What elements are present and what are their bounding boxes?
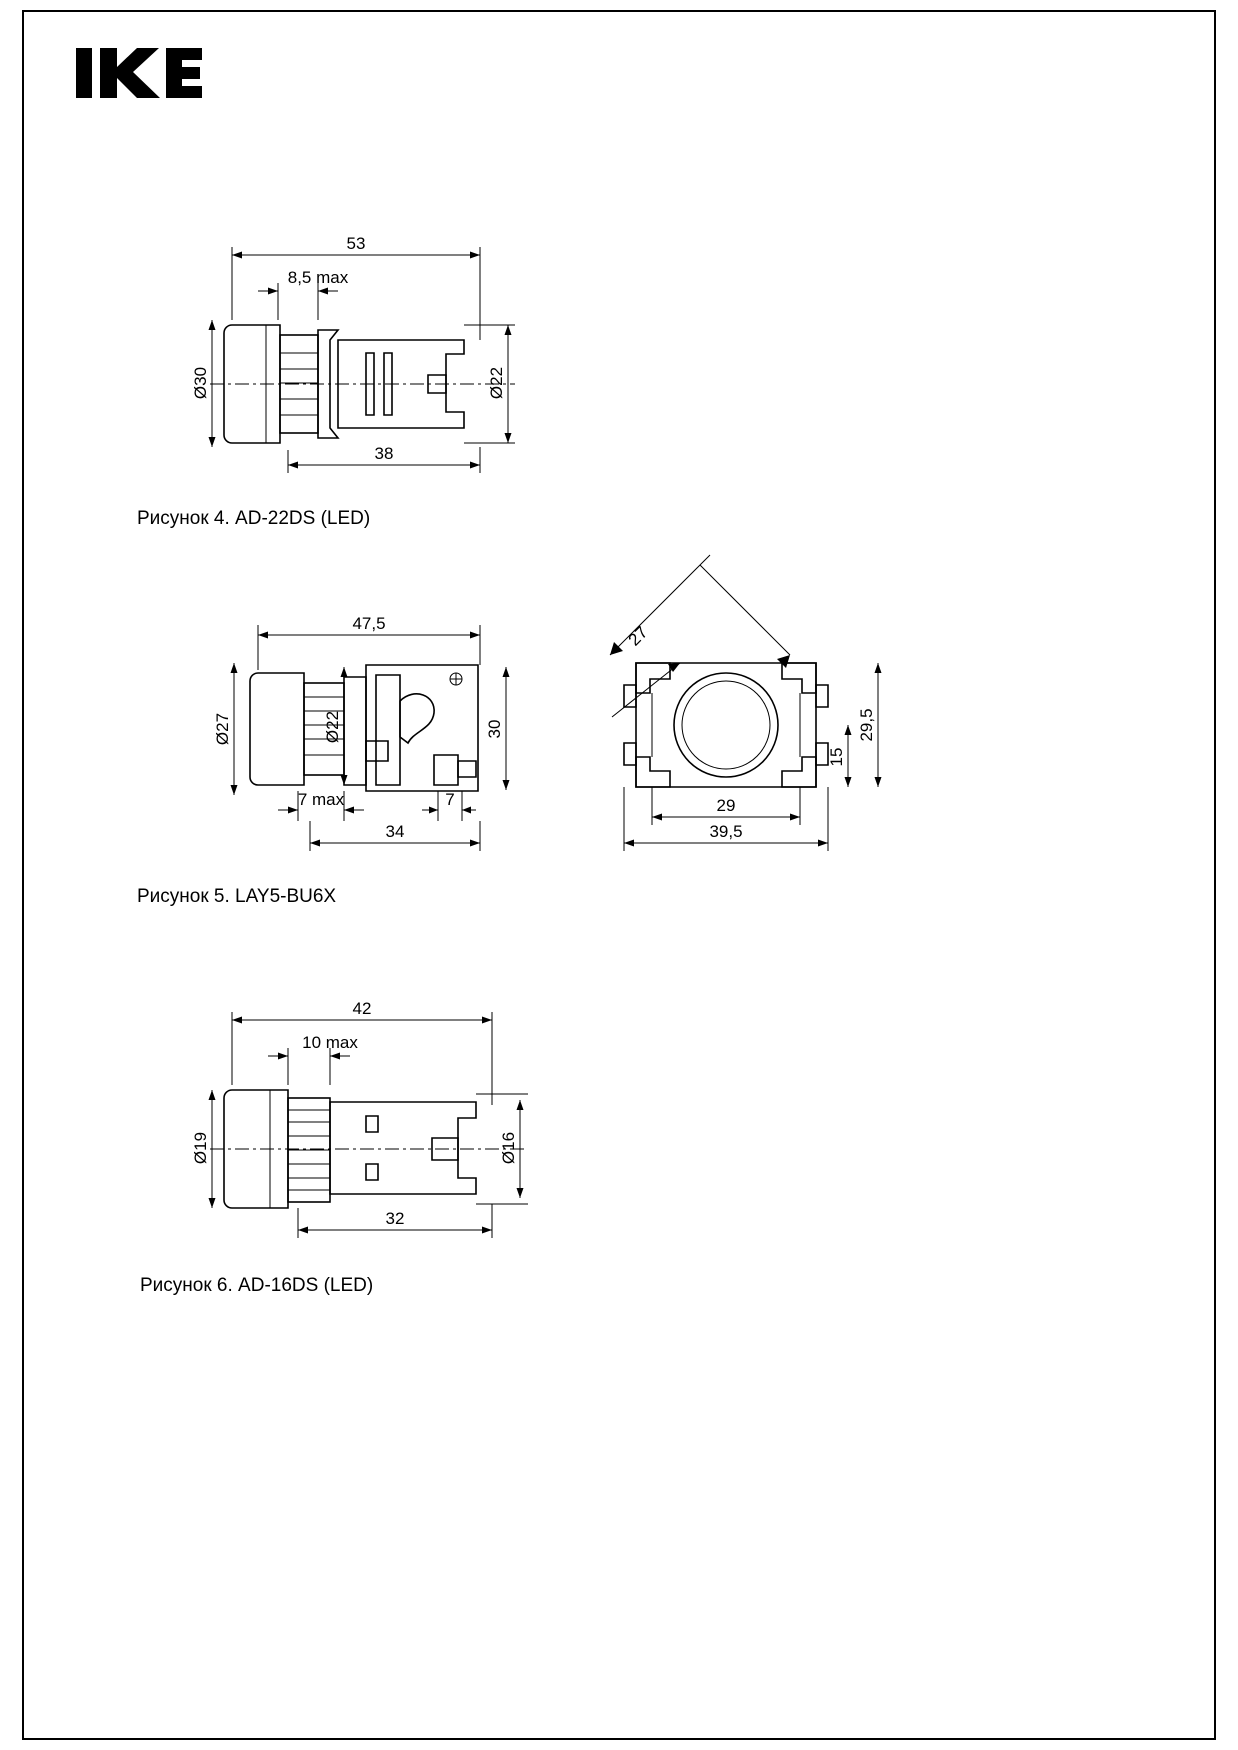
fig4-dim-mount-diameter: Ø22 [487, 366, 506, 400]
fig5-front-height-outer: 29,5 [857, 708, 876, 742]
fig5-dim-body-length: 34 [385, 822, 405, 841]
figure-5-drawing [170, 605, 590, 875]
fig5-front-depth-label: 27 [624, 622, 652, 650]
figure-5-front-view-drawing [590, 535, 920, 875]
figure-6-caption: Рисунок 6. AD-16DS (LED) [140, 1275, 374, 1296]
figure-6-drawing [170, 990, 570, 1250]
fig5-dim-head-diameter: Ø27 [213, 712, 232, 746]
fig6-dim-mount-diameter: Ø16 [499, 1131, 518, 1165]
fig4-dim-bezel: 8,5 max [287, 268, 349, 287]
iek-logo [74, 42, 204, 104]
fig5-front-width-inner: 29 [716, 796, 736, 815]
figure-4-drawing [170, 225, 570, 485]
fig5-dim-bezel: 7 max [297, 790, 345, 809]
fig4-dim-total-length: 53 [346, 234, 366, 253]
fig4-dim-body-length: 38 [374, 444, 394, 463]
fig5-front-width-outer: 39,5 [709, 822, 743, 841]
fig5-dim-total-length: 47,5 [352, 614, 386, 633]
fig5-dim-mount-diameter: Ø22 [323, 710, 342, 744]
figure-4-caption: Рисунок 4. AD-22DS (LED) [137, 508, 371, 529]
fig5-dim-block-height: 30 [485, 719, 504, 739]
fig5-dim-contact-block: 7 [445, 790, 455, 809]
fig5-front-height-inner: 15 [827, 747, 846, 767]
fig6-dim-total-length: 42 [352, 999, 372, 1018]
fig6-dim-bezel: 10 max [302, 1033, 358, 1052]
figure-5-caption: Рисунок 5. LAY5-BU6X [137, 886, 337, 907]
fig6-dim-head-diameter: Ø19 [191, 1131, 210, 1165]
fig4-dim-head-diameter: Ø30 [191, 366, 210, 400]
fig6-dim-body-length: 32 [385, 1209, 405, 1228]
